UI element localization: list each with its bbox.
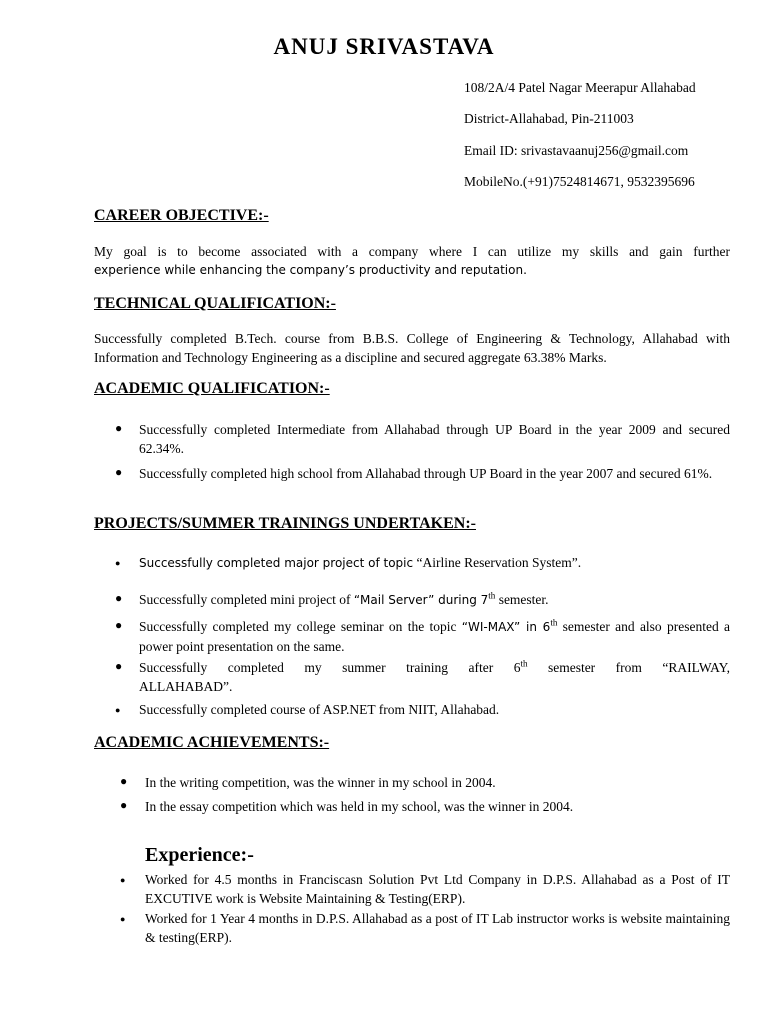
project-2-sup: th	[488, 590, 496, 601]
project-item	[139, 553, 730, 573]
experience-item: ● Worked for 4.5 months in Franciscasn Solution Pvt Ltd Company in D.P.S. Allahabad as a Post of IT EXCUTIVE work is Website Maintaining & Testing(ERP).	[145, 870, 730, 908]
project-2-text-b: “Mail Server” during 7	[353, 593, 489, 607]
address-line-1: 108/2A/4 Patel Nagar Meerapur Allahabad	[464, 80, 696, 95]
project-4-text-a: Successfully completed my summer training after 6	[139, 660, 521, 675]
project-3-sup: th	[550, 617, 558, 628]
project-item	[139, 590, 730, 610]
achievement-item: ● In the essay competition which was held in my school, was the winner in 2004.	[145, 797, 730, 816]
technical-qualification-text: Successfully completed B.Tech. course from B.B.S. College of Engineering & Technology, Allahabad with Information and Technology Engineering as a discipline and secured aggregate 63.38% Marks.	[94, 331, 730, 365]
project-4-sup: th	[520, 658, 528, 669]
email-line: Email ID: srivastavaanuj256@gmail.com	[464, 143, 689, 158]
mobile-line: MobileNo.(+91)7524814671, 9532395696	[464, 174, 695, 189]
project-3-text-c: semester and also presented a power point presentation on the same.	[139, 619, 730, 654]
project-1-text-b: “Airline Reservation System”.	[416, 555, 582, 570]
academic-qualification-heading: ACADEMIC QUALIFICATION:-	[94, 380, 330, 397]
experience-heading: Experience:-	[145, 844, 254, 866]
project-4-text-b: semester from “RAILWAY,	[527, 660, 730, 675]
project-item: ● Successfully completed course of ASP.NET from NIIT, Allahabad.	[139, 700, 730, 719]
academic-qualification-item: ● Successfully completed high school from Allahabad through UP Board in the year 2007 and secured 61%.	[139, 464, 730, 483]
career-objective-line-1: My goal is to become associated with a company where I can utilize my skills and gain further	[94, 244, 730, 259]
project-3-text-a: Successfully completed my college seminar on the topic	[139, 619, 457, 634]
project-item	[139, 617, 730, 656]
project-2-text-c: semester.	[495, 592, 549, 607]
career-objective-line-2: experience while enhancing the company’s productivity and reputation.	[94, 263, 527, 277]
address-line-2: District-Allahabad, Pin-211003	[464, 111, 634, 126]
academic-qualification-item: ● Successfully completed Intermediate from Allahabad through UP Board in the year 2009 and secured 62.34%.	[139, 420, 730, 458]
candidate-name: ANUJ SRIVASTAVA	[273, 34, 495, 59]
technical-qualification-heading: TECHNICAL QUALIFICATION:-	[94, 295, 336, 312]
experience-item: ● Worked for 1 Year 4 months in D.P.S. Allahabad as a post of IT Lab instructor works is website maintaining & testing(ERP).	[145, 909, 730, 947]
project-1-text-a: Successfully completed major project of topic	[139, 556, 414, 570]
achievement-item: ● In the writing competition, was the winner in my school in 2004.	[145, 773, 730, 792]
project-3-text-b: “WI-MAX” in 6	[461, 620, 551, 634]
project-item	[139, 658, 730, 677]
project-4-line-2: ALLAHABAD”.	[139, 679, 233, 694]
academic-achievements-heading: ACADEMIC ACHIEVEMENTS:-	[94, 734, 330, 751]
projects-heading: PROJECTS/SUMMER TRAININGS UNDERTAKEN:-	[94, 515, 476, 532]
project-2-text-a: Successfully completed mini project of	[139, 592, 351, 607]
career-objective-heading: CAREER OBJECTIVE:-	[94, 207, 269, 224]
